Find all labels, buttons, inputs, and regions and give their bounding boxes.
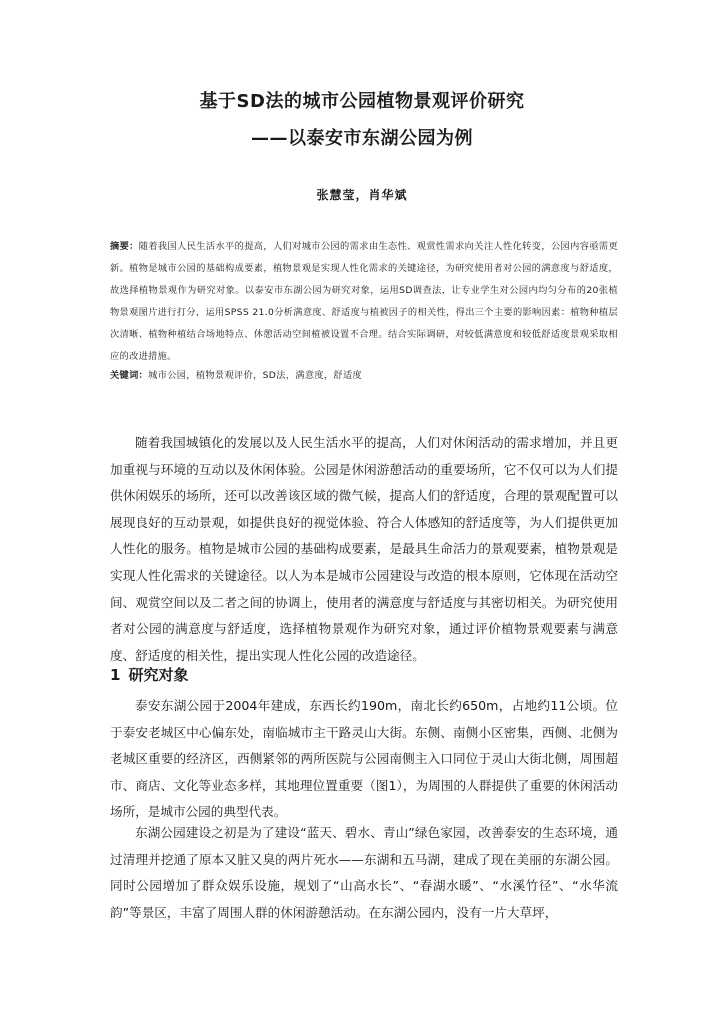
paper-subtitle: ——以泰安市东湖公园为例	[251, 128, 473, 149]
section-paragraph: 东湖公园建设之初是为了建设“蓝天、碧水、青山”绿色家园，改善泰安的生态环境，通过清理并挖通了原本又脏又臭的两片死水——东湖和五马湖，建成了现在美丽的东湖公园。同时公园增加了群众娱乐设施，规划了“山高水长”、“春湖水暖”、“水溪竹径”、“水华流韵”等景区，丰富了周围人群的休闲游憩活动。在东湖公园内，没有一片大草坪，	[110, 825, 618, 920]
keywords-label: 关键词：	[110, 370, 149, 381]
keywords-text: 城市公园，植物景观评价，SD法，满意度，舒适度	[148, 370, 363, 381]
abstract-label: 摘要：	[110, 241, 139, 252]
intro-paragraph: 随着我国城镇化的发展以及人民生活水平的提高，人们对休闲活动的需求增加，并且更加重视与环境的互动以及休闲体验。公园是休闲游憩活动的重要场所，它不仅可以为人们提供休闲娱乐的场所，还可以改善该区域的微气候，提高人们的舒适度，合理的景观配置可以展现良好的互动景观，如提供良好的视觉体验、符合人体感知的舒适度等，为人们提供更加人性化的服务。植物是城市公园的基础构成要素，是最具生命活力的景观要素，植物景观是实现人性化需求的关键途径。以人为本是城市公园建设与改造的根本原则，它体现在活动空间、观赏空间以及二者之间的协调上，使用者的满意度与舒适度与其密切相关。为研究使用者对公园的满意度与舒适度，选择植物景观作为研究对象，通过评价植物景观要素与满意度、舒适度的相关性，提出实现人性化公园的改造途径。	[110, 435, 618, 663]
section-number: 1	[110, 666, 121, 684]
abstract-text: 随着我国人民生活水平的提高，人们对城市公园的需求由生态性、观赏性需求向关注人性化转变，公园内容亟需更新。植物是城市公园的基础构成要素，植物景观是实现人性化需求的关键途径，为研究使用者对公园的满意度与舒适度，故选择植物景观作为研究对象。以泰安市东湖公园为研究对象，运用SD调查法，让专业学生对公园内均匀分布的20张植物景观图片进行打分，运用SPSS 21.0分析满意度、舒适度与植被因子的相关性，得出三个主要的影响因素：植物种植层次清晰、植物种植结合场地特点、休憩活动空间植被设置不合理。结合实际调研，对较低满意度和较低舒适度景观采取相应的改进措施。	[110, 241, 618, 362]
section-paragraph: 泰安东湖公园于2004年建成，东西长约190m，南北长约650m，占地约11公顷。位于泰安老城区中心偏东处，南临城市主干路灵山大街。东侧、南侧小区密集，西侧、北侧为老城区重要的经济区，西侧紧邻的两所医院与公园南侧主入口同位于灵山大街北侧，周围超市、商店、文化等业态多样，其地理位置重要（图1），为周围的人群提供了重要的休闲活动场所，是城市公园的典型代表。	[110, 698, 618, 820]
keywords	[110, 367, 618, 385]
paper-title: 基于SD法的城市公园植物景观评价研究	[199, 91, 525, 112]
author-list: 张慧莹，肖华斌	[316, 188, 408, 202]
section-heading	[110, 664, 188, 686]
section-title: 研究对象	[128, 666, 189, 684]
abstract	[110, 236, 618, 368]
